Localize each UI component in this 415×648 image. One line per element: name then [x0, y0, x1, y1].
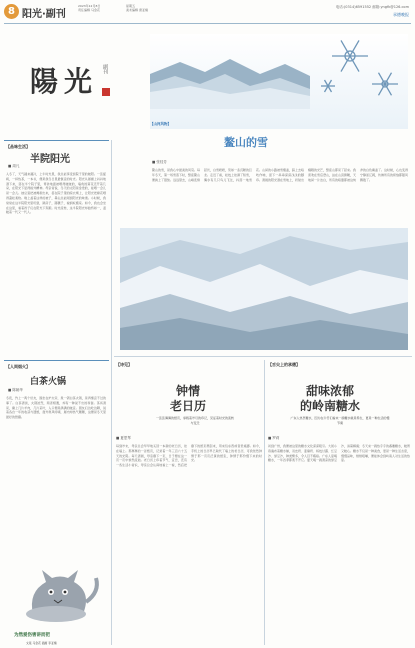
col1b-body: 冬夜，约上一两个好友，围坐在炉火旁，煮一锅白茶火锅，是再惬意不过的事了。白茶清淡，火锅浓烈，两者相遇，却有一种说不出的和谐。茶汤清亮，涮上几片羊肉，几片菜叶，入口便是满满的暖意。朋友们边吃边聊，说着各自一年的收获与遗憾，窗外寒风呼啸，屋内却热气腾腾，这便是冬天里最好的慰藉。: [6, 396, 106, 420]
masthead-title: 陽光: [30, 65, 99, 98]
col1-body: 入冬了，天气越来越冷，上午时光里，我总能享受到院子里的暖阳。一张摇椅，一杯热茶，一本书，便是我冬日里最惬意的时光。阳光从屋檐上斜斜地洒下来，落在半个院子里，青砖地面被晒得暖暖的，墙角的菊花还开着几朵，在阳光下显得格外精神。母亲常说，冬天的太阳是金贵的，能晒一会儿是一会儿。她总爱把被褥抱出来，搭在院子里的晾衣绳上，让阳光把棉花晒得蓬松柔软。晚上盖着这样的被子，鼻尖总能闻到阳光的味道。小时候，我常常在这半院阳光里玩耍，跳房子，踢毽子，看蚂蚁搬家。如今，我也会坐在这里，看着孩子们在阳光下奔跑。时光流转，这半院阳光却始终如一，温暖着一代又一代人。: [6, 172, 106, 215]
col1b-tag: 【人间烟火】: [6, 364, 30, 369]
masthead-seal-icon: [102, 88, 110, 96]
midright-byline: ■ 罗莉: [268, 436, 280, 440]
header-meta-2: [126, 4, 148, 12]
col1b-byline: ■ 陈朝华: [8, 388, 23, 392]
column-divider: [111, 140, 112, 645]
midright-title-line2: 的岭南糖水: [300, 399, 361, 413]
section-title: 阳光·副刊: [22, 9, 66, 20]
meta-date: 2023年12月8日: [78, 4, 101, 8]
meta-weekday: 星期五: [126, 4, 136, 8]
midright-title: [300, 384, 360, 414]
mid-divider: [264, 360, 265, 645]
col1-title: 半院阳光: [30, 154, 70, 165]
snow-mountain-photo: [120, 228, 408, 350]
midleft-title-line2: 老日历: [170, 399, 207, 413]
midleft-title: [170, 384, 206, 414]
cat-illustration: [8, 552, 108, 632]
col2-title: 鳌山的雪: [224, 136, 268, 149]
midright-deck: 广东人热衷糖水，因为在牛仔们看来一碗糖水就是养生，更是一种生活的慢节奏: [290, 416, 390, 425]
midleft-tag: 【诗见】: [116, 362, 132, 367]
banner-illustration: [150, 34, 408, 129]
col1b-bar: [4, 360, 109, 361]
midleft-byline: ■ 夏思琴: [116, 436, 131, 440]
header-contact: 电话:(0314)6591552 邮箱:yngfk@126.com: [335, 5, 409, 9]
midright-body: 初到广州，我便被这里的糖水文化深深吸引。大街小巷遍布着糖水铺，双皮奶、姜撞奶、杨枝甘露、红豆沙、绿豆沙，种类繁多，令人目不暇接。广东人爱喝糖水，一年四季都离不开它。夏天喝一碗清凉的绿豆沙，消暑解渴；冬天来一碗热乎乎的番薯糖水，暖胃又暖心。糖水不仅是一种美食，更是一种生活态度，慢慢品味，细细咀嚼，便能体会到岭南人对生活的热爱。: [268, 444, 410, 463]
col2-byline: ■ 张桂芳: [152, 160, 167, 164]
midleft-deck: 一张张薄薄的纸页，承载着岁月的印记，见证着时光的流转与变迁: [155, 416, 234, 425]
col1-tag: 【品味生活】: [6, 144, 30, 149]
col1-bar: [4, 140, 109, 141]
midright-tag: 【舌尖上的承德】: [268, 362, 300, 367]
meta-designer: 美术编辑 唐亚楠: [126, 8, 148, 12]
col1b-image-caption: 为然爱伤害讲而把: [14, 633, 50, 638]
midleft-title-line1: 钟情: [176, 384, 201, 398]
banner-label: 【山河风物】: [150, 122, 171, 126]
header-divider: [4, 23, 411, 24]
col1b-title: 白茶火锅: [30, 377, 67, 387]
header-meta: [78, 4, 100, 12]
col2-body: 鳌山的雪，是我心中最美的风景。每年冬天，第一场雪落下时，整座鳌山便换上了银装。远远望去，山峰连绵起伏，白雪皑皑，宛如一条沉睡的巨龙。走近了看，松枝上挂满了积雪，偶尔有几只鸟儿飞过，抖落一地雪花。山间的小路被雪覆盖，踩上去咯吱作响，留下一串串深深浅浅的脚印。清晨的阳光洒在雪地上，折射出耀眼的光芒，整座山都亮了起来。我喜欢在雪后登山，站在山顶俯瞰，天地间一片洁白，所有的喧嚣都被这纯净的白色掩盖了。这时候，心也变得宁静而辽阔，仿佛所有的烦恼都随风飘散了。: [152, 168, 408, 182]
col1b-image-credit: 文案 马金花 插画 李亚楠: [26, 641, 57, 645]
page-number-badge: 8: [4, 4, 19, 19]
col1-byline: ■ 周凡: [8, 164, 20, 168]
section-divider: [114, 356, 412, 357]
newspaper-logo: 承德晚报: [393, 12, 409, 17]
masthead-subtitle: 副刊: [102, 64, 108, 74]
meta-editor: 责任编辑 马金花: [78, 8, 100, 12]
midright-title-line1: 甜味浓郁: [306, 384, 355, 398]
midleft-body: 每到岁末，母亲总会早早地买回一本新的老日历，挂在墙上。那厚厚的一沓纸页，记录着一年三百六十五天的光阴。每天清晨，母亲撕下一页，日子便在这一页一页中悄然流逝。老日历上印着节气、宜忌，还有一些生活小常识，母亲总会认真地看上一看，然后把撕下的纸页攒起来，用来包东西或者垫桌脚。如今，手机上的日历早已取代了墙上的老日历，可我依然钟情于那一页页泛黄的纸张，钟情于那份慢下来的时光。: [116, 444, 262, 468]
